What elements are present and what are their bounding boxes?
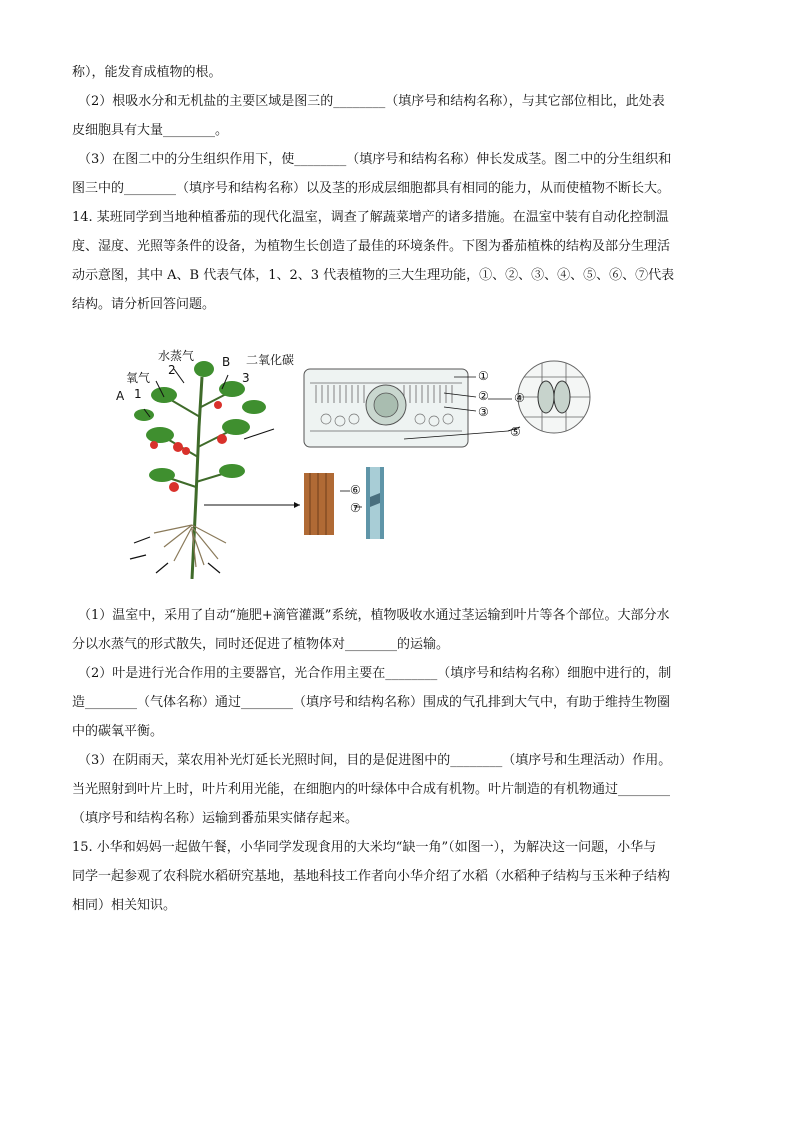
page-content xyxy=(72,58,724,920)
label-B: B xyxy=(222,355,231,369)
label-A: A xyxy=(116,389,125,403)
text-line: 同学一起参观了农科院水稻研究基地，基地科技工作者向小华介绍了水稻（水稻种子结构与玉米种子结构 xyxy=(72,869,671,884)
text-line: （3）在阴雨天，菜农用补光灯延长光照时间，目的是促进图中的________（填序号和生理活动）作用。 xyxy=(78,753,672,768)
text-line: 造________（气体名称）通过________（填序号和结构名称）围成的气孔排到大气中，有助于维持生物圈 xyxy=(72,695,671,710)
label-c4: ④ xyxy=(514,391,525,405)
label-water-vapor: 水蒸气 xyxy=(158,349,195,363)
text-line: 分以水蒸气的形式散失，同时还促进了植物体对________的运输。 xyxy=(72,637,450,652)
text-line: （填序号和结构名称）运输到番茄果实储存起来。 xyxy=(72,811,359,826)
question-15-line: 15. 小华和妈妈一起做午餐，小华同学发现食用的大米均“缺一角”（如图一），为解决这一问题，小华与 xyxy=(72,840,657,855)
label-num-3: 3 xyxy=(242,371,250,385)
text-line: 度、湿度、光照等条件的设备，为植物生长创造了最佳的环境条件。下图为番茄植株的结构及部分生理活 xyxy=(72,239,671,254)
text-line: 动示意图，其中 A、B 代表气体，1、2、3 代表植物的三大生理功能，①、②、③、④、⑤、⑥、⑦代表 xyxy=(72,268,675,283)
label-c2: ② xyxy=(478,389,489,403)
tomato-plant-diagram xyxy=(104,347,624,579)
label-c3: ③ xyxy=(478,405,489,419)
text-line: （1）温室中，采用了自动“施肥+滴管灌溉”系统，植物吸收水通过茎运输到叶片等各个部位。大部分水 xyxy=(78,608,670,623)
question-14-line: 14. 某班同学到当地种植番茄的现代化温室，调查了解蔬菜增产的诸多措施。在温室中装有自动化控制温 xyxy=(72,210,669,225)
label-c1: ① xyxy=(478,369,489,383)
text-line: 皮细胞具有大量________。 xyxy=(72,123,229,138)
label-c7: ⑦ xyxy=(350,501,361,515)
label-c5: ⑤ xyxy=(510,425,521,439)
text-line: 结构。请分析回答问题。 xyxy=(72,297,216,312)
text-line: 图三中的________（填序号和结构名称）以及茎的形成层细胞都具有相同的能力，从而使植物不断长大。 xyxy=(72,181,671,196)
text-line: 中的碳氧平衡。 xyxy=(72,724,164,739)
text-line: （3）在图二中的分生组织作用下，使________（填序号和结构名称）伸长发成茎。图二中的分生组织和 xyxy=(78,152,672,167)
label-c6: ⑥ xyxy=(350,483,361,497)
text-line: （2）根吸水分和无机盐的主要区域是图三的________（填序号和结构名称），与其它部位相比，此处表 xyxy=(78,94,665,109)
diagram-illustration xyxy=(104,347,624,579)
label-num-1: 1 xyxy=(134,387,142,401)
label-carbon-dioxide: 二氧化碳 xyxy=(246,353,295,367)
text-line: 相同）相关知识。 xyxy=(72,898,177,913)
label-num-2: 2 xyxy=(168,363,176,377)
label-oxygen: 氧气 xyxy=(126,371,151,385)
text-line: 称），能发育成植物的根。 xyxy=(72,65,222,80)
text-line: 当光照射到叶片上时，叶片利用光能，在细胞内的叶绿体中合成有机物。叶片制造的有机物通过________ xyxy=(72,782,671,797)
text-line: （2）叶是进行光合作用的主要器官，光合作用主要在________（填序号和结构名称）细胞中进行的，制 xyxy=(78,666,672,681)
